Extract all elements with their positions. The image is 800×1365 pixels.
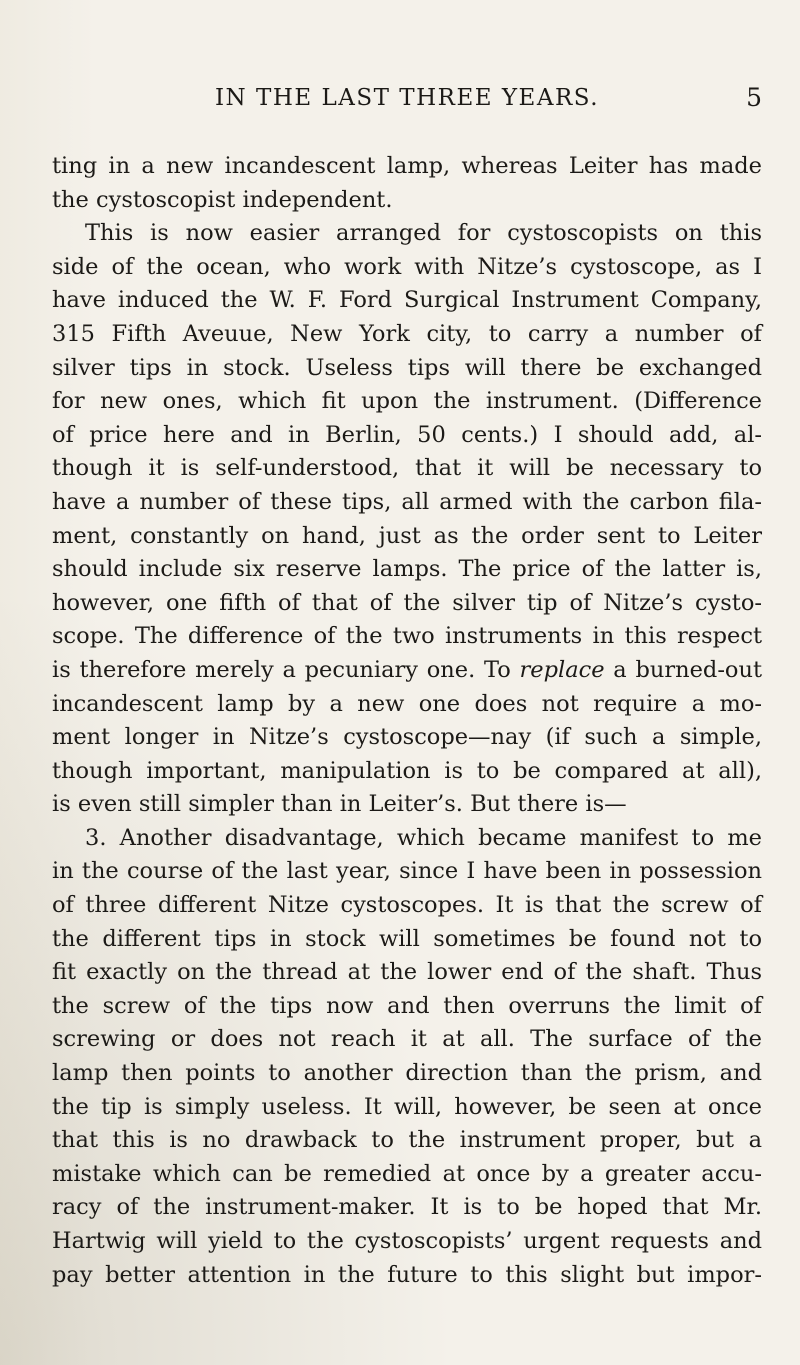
text-line: the tip is simply useless. It will, however, be seen at once — [52, 1093, 762, 1120]
text-line: is even still simpler than in Leiter’s. But there is— — [52, 791, 627, 818]
text-line: incandescent lamp by a new one does not require a mo- — [52, 690, 762, 717]
text-line: for new ones, which fit upon the instrument. (Difference — [52, 388, 762, 415]
text-line: however, one fifth of that of the silver tip of Nitze’s cysto- — [52, 589, 762, 616]
running-title: IN THE LAST THREE YEARS. — [214, 85, 600, 111]
text-line: of price here and in Berlin, 50 cents.) I should add, al- — [52, 421, 762, 448]
body-text — [52, 150, 762, 1292]
text-line: 315 Fifth Aveuue, New York city, to carry a number of — [52, 320, 762, 347]
text-line: should include six reserve lamps. The price of the latter is, — [52, 556, 762, 583]
text-line: in the course of the last year, since I have been in possession — [52, 858, 762, 885]
text-line: ment longer in Nitze’s cystoscope—nay (if such a simple, — [52, 724, 762, 751]
text-line: have induced the W. F. Ford Surgical Instrument Company, — [52, 287, 762, 314]
paragraph-first-line: This is now easier arranged for cystoscopists on this — [85, 220, 762, 247]
text-line: side of the ocean, who work with Nitze’s cystoscope, as I — [52, 253, 762, 280]
text-line: of three different Nitze cystoscopes. It is that the screw of — [52, 892, 762, 919]
text-line: that this is no drawback to the instrument proper, but a — [52, 1127, 762, 1154]
page-number: 5 — [746, 83, 762, 112]
text-line: racy of the instrument-maker. It is to be hoped that Mr. — [52, 1194, 762, 1221]
line-text-after: a burned-out — [604, 656, 763, 683]
text-line: have a number of these tips, all armed with the carbon fila- — [52, 488, 762, 515]
text-line: silver tips in stock. Useless tips will there be exchanged — [52, 354, 762, 381]
text-line: lamp then points to another direction than the prism, and — [52, 1060, 762, 1087]
text-line: pay better attention in the future to this slight but impor- — [52, 1261, 762, 1288]
running-head — [52, 78, 762, 118]
text-line: Hartwig will yield to the cystoscopists’ urgent requests and — [52, 1228, 762, 1254]
text-line: mistake which can be remedied at once by a greater accu- — [52, 1160, 762, 1187]
text-line: though important, manipulation is to be compared at all), — [52, 757, 762, 784]
emphasized-word: replace — [519, 656, 605, 683]
text-line: ting in a new incandescent lamp, whereas Leiter has made — [52, 153, 762, 179]
paragraph-first-line: 3. Another disadvantage, which became manifest to me — [85, 824, 762, 851]
text-line: the cystoscopist independent. — [52, 186, 393, 213]
line-text-before: is therefore merely a pecuniary one. To — [52, 656, 520, 683]
text-line: fit exactly on the thread at the lower end of the shaft. Thus — [52, 959, 762, 986]
text-line: screwing or does not reach it at all. The surface of the — [52, 1026, 762, 1053]
text-line-with-emphasis — [52, 654, 762, 688]
text-line: though it is self-understood, that it will be necessary to — [52, 455, 762, 482]
text-line: ment, constantly on hand, just as the order sent to Leiter — [52, 522, 762, 549]
text-line: scope. The difference of the two instruments in this respect — [52, 623, 762, 650]
text-line: the different tips in stock will sometimes be found not to — [52, 925, 762, 952]
text-line: the screw of the tips now and then overruns the limit of — [52, 992, 762, 1019]
